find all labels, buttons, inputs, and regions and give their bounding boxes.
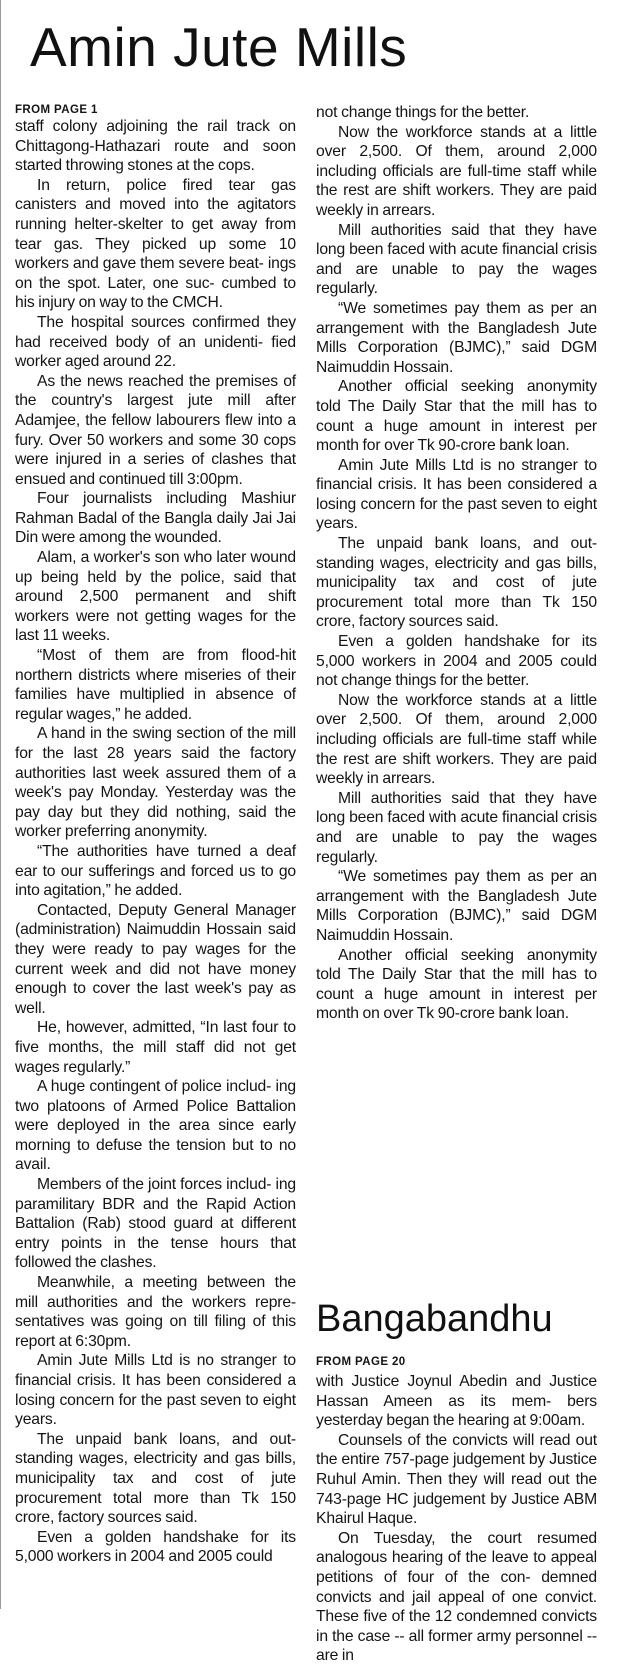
- second-article-column: [316, 1372, 597, 1666]
- paragraph: A hand in the swing section of the mill for the last 28 years said the factory authorities last week assured them of a week's pay Monday. Yesterday was the pay day but they did nothing, said the worker preferring anonymity.: [15, 725, 296, 841]
- second-article-headline: Bangabandhu: [316, 1298, 553, 1340]
- paragraph: A huge contingent of police includ- ing two platoons of Armed Police Battalion were deployed in the area since early morning to defuse the tension but to no avail.: [15, 1078, 296, 1174]
- paragraph: Four journalists including Mashiur Rahman Badal of the Bangla daily Jai Jai Din were among the wounded.: [15, 490, 296, 547]
- paragraph: He, however, admitted, “In last four to five months, the mill staff did not get wages regularly.”: [15, 1019, 296, 1076]
- paragraph: “Most of them are from flood-hit northern districts where miseries of their families have multiplied in absence of regular wages,” he added.: [15, 647, 296, 723]
- paragraph: As the news reached the premises of the country's largest jute mill after Adamjee, the fellow labourers flew into a fury. Over 50 workers and some 30 cops were injured in a series of clashes that ensued and continued till 3:00pm.: [15, 372, 296, 488]
- paragraph: Even a golden handshake for its 5,000 workers in 2004 and 2005 could: [15, 1528, 296, 1566]
- paragraph: Meanwhile, a meeting between the mill authorities and the workers repre- sentatives was going on till filing of this report at 6:30pm.: [15, 1274, 296, 1350]
- paragraph: with Justice Joynul Abedin and Justice Hassan Ameen as its mem- bers yesterday began the hearing at 9:00am.: [316, 1373, 597, 1430]
- paragraph: The hospital sources confirmed they had received body of an unidenti- fied worker aged around 22.: [15, 313, 296, 371]
- article-column-2: [316, 103, 597, 1024]
- paragraph: Even a golden handshake for its 5,000 workers in 2004 and 2005 could not change things for the better.: [316, 633, 597, 690]
- paragraph: Amin Jute Mills Ltd is no stranger to financial crisis. It has been considered a losing concern for the past seven to eight years.: [316, 456, 597, 533]
- paragraph: Mill authorities said that they have long been faced with acute financial crisis and are unable to pay the wages regularly.: [316, 221, 597, 298]
- paragraph: not change things for the better.: [316, 104, 530, 121]
- paragraph: In return, police fired tear gas canisters and moved into the agitators running helter-skelter to get away from tear gas. They picked up some 10 workers and gave them severe beat- ings on the spot. Later, one suc- cumbed to his injury on way to the CMCH.: [15, 176, 296, 312]
- paragraph: The unpaid bank loans, and out- standing wages, electricity and gas bills, municipality tax and cost of jute procurement total more than Tk 150 crore, factory sources said.: [15, 1430, 296, 1527]
- paragraph: On Tuesday, the court resumed analogous hearing of the leave to appeal petitions of four of the con- demned convicts and jail appeal of one convict. These five of the 12 condemned convicts in the case -- all former army personnel -- are in: [316, 1529, 597, 1665]
- paragraph: Contacted, Deputy General Manager (administration) Naimuddin Hossain said they were ready to pay wages for the current week and did not have money enough to cover the last week's pay as well.: [15, 901, 296, 1017]
- paragraph: Alam, a worker's son who later wound up being held by the police, said that around 2,500 permanent and shift workers were not getting wages for the last 11 weeks.: [15, 549, 296, 645]
- paragraph: The unpaid bank loans, and out- standing wages, electricity and gas bills, municipality tax and cost of jute procurement total more than Tk 150 crore, factory sources said.: [316, 535, 597, 631]
- paragraph: “The authorities have turned a deaf ear to our sufferings and forced us to go into agitation,” he added.: [15, 842, 296, 900]
- article-headline: Amin Jute Mills: [30, 16, 408, 78]
- paragraph: Another official seeking anonymity told The Daily Star that the mill has to count a huge amount in interest per month for over Tk 90-crore bank loan.: [316, 378, 597, 455]
- paragraph: Counsels of the convicts will read out the entire 757-page judgement by Justice Ruhul Amin. Then they will read out the 743-page HC judgement by Justice ABM Khairul Haque.: [316, 1431, 597, 1528]
- continuation-kicker: FROM PAGE 1: [15, 104, 98, 116]
- paragraph: Mill authorities said that they have long been faced with acute financial crisis and are unable to pay the wages regularly.: [316, 789, 597, 866]
- paragraph: Another official seeking anonymity told The Daily Star that the mill has to count a huge amount in interest per month on over Tk 90-crore bank loan.: [316, 946, 597, 1023]
- paragraph: “We sometimes pay them as per an arrangement with the Bangladesh Jute Mills Corporation (BJMC),” said DGM Naimuddin Hossain.: [316, 868, 597, 944]
- paragraph: staff colony adjoining the rail track on Chittagong-Hathazari route and soon started throwing stones at the cops.: [15, 118, 296, 175]
- second-continuation-kicker: FROM PAGE 20: [316, 1356, 406, 1368]
- paragraph: Amin Jute Mills Ltd is no stranger to financial crisis. It has been considered a losing concern for the past seven to eight years.: [15, 1352, 296, 1429]
- paragraph: Now the workforce stands at a little over 2,500. Of them, around 2,000 including officials are full-time staff while the rest are shift workers. They are paid weekly in arrears.: [316, 691, 597, 788]
- article-column-1: [15, 104, 296, 1567]
- paragraph: “We sometimes pay them as per an arrangement with the Bangladesh Jute Mills Corporation (BJMC),” said DGM Naimuddin Hossain.: [316, 299, 597, 376]
- paragraph: Now the workforce stands at a little over 2,500. Of them, around 2,000 including officials are full-time staff while the rest are shift workers. They are paid weekly in arrears.: [316, 123, 597, 219]
- left-border-rule: [0, 0, 1, 1609]
- paragraph: Members of the joint forces includ- ing paramilitary BDR and the Rapid Action Battalion (Rab) stood guard at different entry points in the tense hours that followed the clashes.: [15, 1176, 296, 1272]
